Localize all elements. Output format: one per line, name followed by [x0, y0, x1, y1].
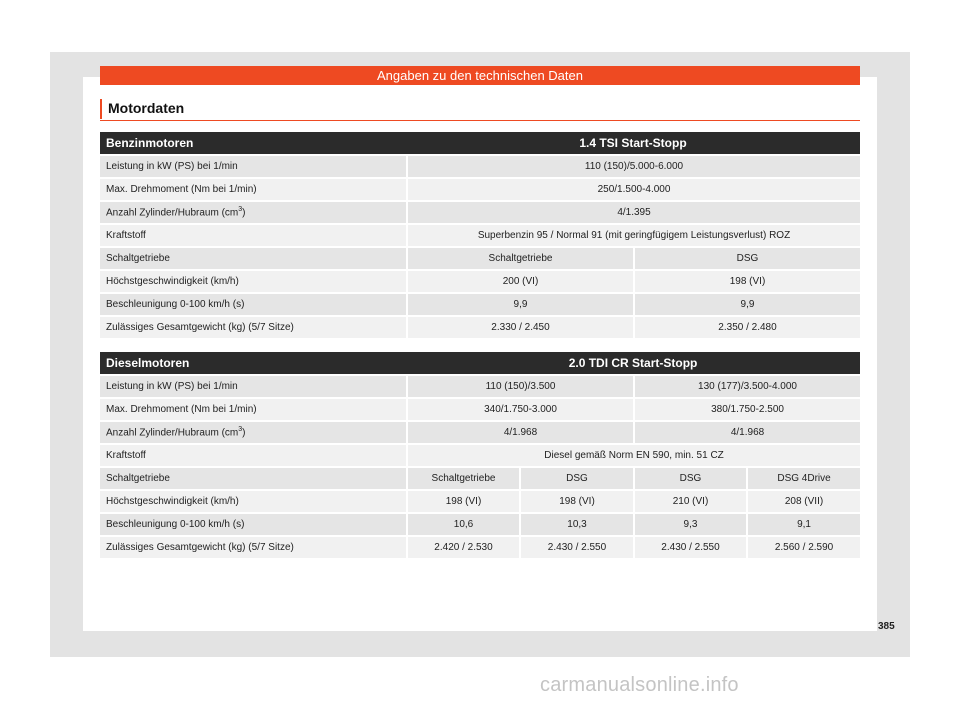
cell-value: 2.330 / 2.450 — [406, 317, 633, 338]
table-row — [100, 468, 860, 489]
cell-value: 110 (150)/5.000-6.000 — [406, 156, 860, 177]
label-text-end: ) — [242, 427, 246, 439]
table-row — [100, 422, 860, 443]
label-superscript: 3 — [238, 206, 243, 214]
cell-value: 198 (VI) — [406, 491, 519, 512]
row-label: Beschleunigung 0-100 km/h (s) — [100, 294, 406, 315]
table-row — [100, 248, 860, 269]
cell-value: 198 (VI) — [519, 491, 633, 512]
table-row — [100, 156, 860, 177]
watermark: carmanualsonline.info — [540, 674, 739, 696]
cell-value: Superbenzin 95 / Normal 91 (mit geringfügigem Leistungsverlust) ROZ — [406, 225, 860, 246]
table-row — [100, 225, 860, 246]
row-label: Zulässiges Gesamtgewicht (kg) (5/7 Sitze) — [100, 317, 406, 338]
row-label: Max. Drehmoment (Nm bei 1/min) — [100, 399, 406, 420]
table-row — [100, 202, 860, 223]
row-label — [100, 202, 406, 223]
cell-value: 9,9 — [406, 294, 633, 315]
cell-value: DSG — [519, 468, 633, 489]
chapter-banner: Angaben zu den technischen Daten — [100, 66, 860, 85]
row-label: Höchstgeschwindigkeit (km/h) — [100, 271, 406, 292]
cell-value: 380/1.750-2.500 — [633, 399, 860, 420]
cell-value: Schaltgetriebe — [406, 468, 519, 489]
row-label: Schaltgetriebe — [100, 468, 406, 489]
table-header-row — [100, 352, 860, 374]
petrol-engine-name: 1.4 TSI Start-Stopp — [406, 132, 860, 154]
diesel-heading: Dieselmotoren — [100, 352, 406, 374]
table-row — [100, 491, 860, 512]
cell-value: 4/1.395 — [406, 202, 860, 223]
row-label — [100, 422, 406, 443]
section-marker — [100, 99, 102, 119]
label-superscript: 3 — [238, 426, 243, 434]
table-row — [100, 179, 860, 200]
row-label: Kraftstoff — [100, 225, 406, 246]
row-label: Höchstgeschwindigkeit (km/h) — [100, 491, 406, 512]
table-row — [100, 537, 860, 558]
cell-value: 110 (150)/3.500 — [406, 376, 633, 397]
cell-value: 2.430 / 2.550 — [519, 537, 633, 558]
diesel-engine-name: 2.0 TDI CR Start-Stopp — [406, 352, 860, 374]
cell-value: 208 (VII) — [746, 491, 860, 512]
table-row — [100, 317, 860, 338]
cell-value: 9,3 — [633, 514, 746, 535]
cell-value: 9,1 — [746, 514, 860, 535]
cell-value: DSG — [633, 248, 860, 269]
section-title: Motordaten — [108, 100, 185, 116]
label-text-end: ) — [242, 207, 246, 219]
cell-value: 250/1.500-4.000 — [406, 179, 860, 200]
row-label: Schaltgetriebe — [100, 248, 406, 269]
cell-value: 198 (VI) — [633, 271, 860, 292]
row-label: Kraftstoff — [100, 445, 406, 466]
cell-value: Schaltgetriebe — [406, 248, 633, 269]
table-row — [100, 294, 860, 315]
row-label: Max. Drehmoment (Nm bei 1/min) — [100, 179, 406, 200]
petrol-engines-table — [100, 130, 860, 340]
diesel-engines-table — [100, 350, 860, 560]
table-row — [100, 514, 860, 535]
cell-value: Diesel gemäß Norm EN 590, min. 51 CZ — [406, 445, 860, 466]
section-divider — [100, 120, 860, 121]
table-row — [100, 445, 860, 466]
label-text: Anzahl Zylinder/Hubraum (cm — [106, 207, 239, 219]
cell-value: 2.430 / 2.550 — [633, 537, 746, 558]
cell-value: DSG — [633, 468, 746, 489]
cell-value: 200 (VI) — [406, 271, 633, 292]
cell-value: 10,6 — [406, 514, 519, 535]
cell-value: 2.350 / 2.480 — [633, 317, 860, 338]
label-text: Anzahl Zylinder/Hubraum (cm — [106, 427, 239, 439]
row-label: Zulässiges Gesamtgewicht (kg) (5/7 Sitze) — [100, 537, 406, 558]
cell-value: DSG 4Drive — [746, 468, 860, 489]
table-row — [100, 399, 860, 420]
page-number: 385 — [878, 621, 895, 632]
cell-value: 9,9 — [633, 294, 860, 315]
cell-value: 2.420 / 2.530 — [406, 537, 519, 558]
cell-value: 4/1.968 — [406, 422, 633, 443]
cell-value: 4/1.968 — [633, 422, 860, 443]
cell-value: 210 (VI) — [633, 491, 746, 512]
cell-value: 2.560 / 2.590 — [746, 537, 860, 558]
cell-value: 340/1.750-3.000 — [406, 399, 633, 420]
table-row — [100, 271, 860, 292]
row-label: Leistung in kW (PS) bei 1/min — [100, 156, 406, 177]
petrol-heading: Benzinmotoren — [100, 132, 406, 154]
row-label: Leistung in kW (PS) bei 1/min — [100, 376, 406, 397]
row-label: Beschleunigung 0-100 km/h (s) — [100, 514, 406, 535]
table-row — [100, 376, 860, 397]
cell-value: 130 (177)/3.500-4.000 — [633, 376, 860, 397]
table-header-row — [100, 132, 860, 154]
cell-value: 10,3 — [519, 514, 633, 535]
